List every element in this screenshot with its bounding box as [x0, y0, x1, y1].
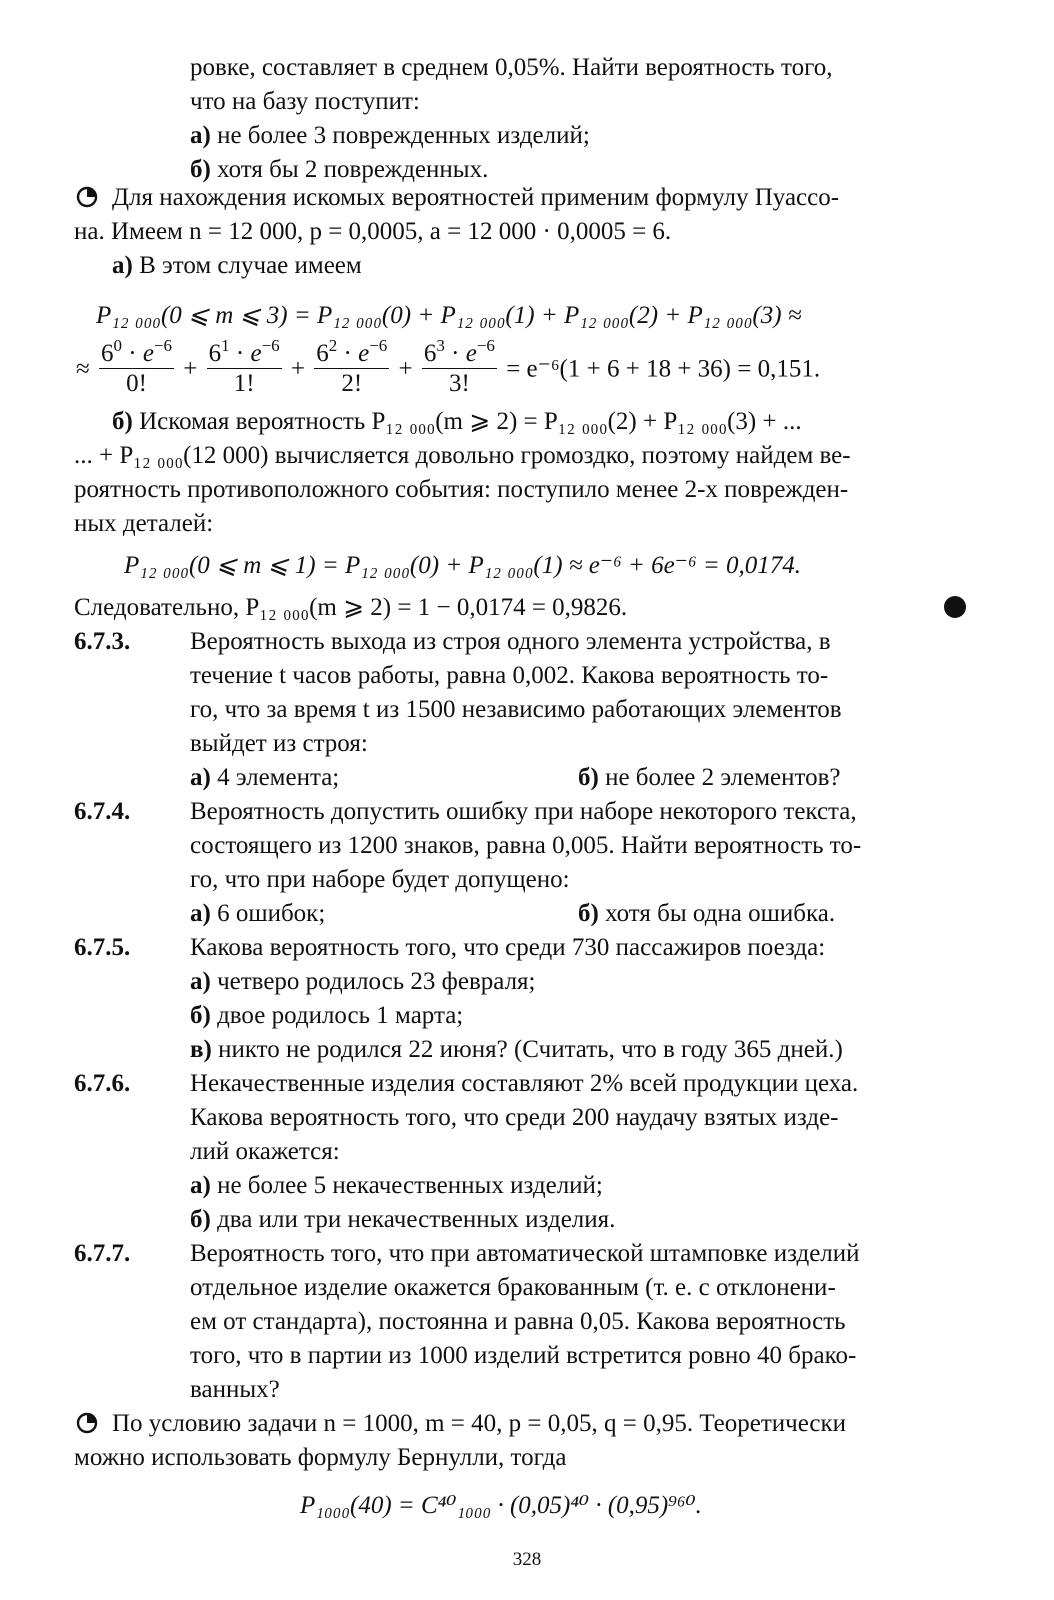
item-label: б)	[112, 408, 133, 435]
solution-line: на. Имеем n = 12 000, p = 0,0005, a = 12 000 · 0,0005 = 6.	[74, 218, 672, 245]
solution-line: роятность противоположного события: поступило менее 2-х поврежден-	[74, 476, 849, 503]
item-label: б)	[578, 900, 599, 927]
page-number: 328	[512, 1549, 542, 1570]
fraction: $\frac{6^2 \cdot e^{-6}}{2!}$	[316, 336, 388, 397]
fraction: $\frac{6^1 \cdot e^{-6}}{1!}$	[208, 336, 280, 397]
item-label: а)	[112, 252, 133, 279]
problem-line: ем от стандарта), постоянна и равна 0,05. Какова вероятность	[190, 1308, 846, 1335]
list-item	[190, 966, 536, 998]
solution-line: ... + P₁₂ ₀₀₀(12 000) вычисляется довольно громоздко, поэтому найдем ве-	[74, 442, 851, 469]
solution-end-icon	[944, 596, 966, 618]
item-label: а)	[190, 122, 211, 149]
item-text: хотя бы одна ошибка.	[605, 900, 836, 927]
solution-start-icon	[76, 1412, 98, 1434]
item-text: 4 элемента;	[217, 764, 340, 791]
problem-number: 6.7.3.	[74, 628, 131, 655]
problem-line: выйдет из строя:	[190, 730, 368, 757]
item-label: в)	[190, 1036, 212, 1063]
list-item	[190, 1170, 603, 1202]
formula-poisson-sum: P₁₂ ₀₀₀(0 ⩽ m ⩽ 3) = P₁₂ ₀₀₀(0) + P₁₂ ₀₀₀(1) + P₁₂ ₀₀₀(2) + P₁₂ ₀₀₀(3) ≈	[96, 302, 802, 329]
text-line: ровке, составляет в среднем 0,05%. Найти вероятность того,	[190, 54, 833, 81]
list-item	[190, 1204, 615, 1236]
list-item	[578, 762, 841, 794]
item-text: не более 5 некачественных изделий;	[217, 1172, 603, 1199]
problem-line: Вероятность того, что при автоматической штамповке изделий	[190, 1240, 860, 1267]
item-label: б)	[190, 1002, 211, 1029]
item-text: 6 ошибок;	[217, 900, 326, 927]
item-text: четверо родилось 23 февраля;	[217, 968, 536, 995]
problem-line: отдельное изделие окажется бракованным (т. е. с отклонени-	[190, 1274, 836, 1301]
solution-line	[112, 250, 362, 282]
text-line: что на базу поступит:	[190, 88, 420, 115]
item-text: не более 2 элементов?	[605, 764, 841, 791]
formula-bernoulli: P₁₀₀₀(40) = C⁴⁰₁₀₀₀ · (0,05)⁴⁰ · (0,95)⁹⁶⁰.	[300, 1492, 702, 1519]
item-label: б)	[190, 156, 211, 183]
problem-number: 6.7.4.	[74, 798, 131, 825]
problem-line: Некачественные изделия составляют 2% всей продукции цеха.	[190, 1070, 859, 1097]
solution-line: По условию задачи n = 1000, m = 40, p = 0,05, q = 0,95. Теоретически	[112, 1410, 847, 1437]
list-item	[190, 1034, 843, 1066]
formula-result: = e⁻⁶(1 + 6 + 18 + 36) = 0,151.	[506, 355, 821, 383]
solution-start-icon	[76, 186, 98, 208]
formula-poisson-terms: ≈ $\frac{6^0 \cdot e^{-6}}{0!}$ + $\frac{6^1 \cdot e^{-6}}{1!}$ + $\frac{6^2 \cdot e^{-6}}{2!}$ + $\frac{6^3 \cdot e^{-6}}{3!}$ = e⁻⁶(1 + 6 + 18 + 36) = 0,151.	[76, 336, 821, 397]
solution-line	[112, 406, 802, 438]
list-item	[578, 898, 835, 930]
solution-line: Следовательно, P₁₂ ₀₀₀(m ⩾ 2) = 1 − 0,0174 = 0,9826.	[74, 594, 628, 621]
problem-line: Какова вероятность того, что среди 730 пассажиров поезда:	[190, 934, 826, 961]
item-label: б)	[578, 764, 599, 791]
item-label: б)	[190, 1206, 211, 1233]
problem-line: Вероятность допустить ошибку при наборе некоторого текста,	[190, 798, 857, 825]
solution-line: можно использовать формулу Бернулли, тогда	[74, 1444, 567, 1471]
fraction: $\frac{6^0 \cdot e^{-6}}{0!}$	[100, 336, 173, 397]
item-label: а)	[190, 968, 211, 995]
solution-line: ных деталей:	[74, 510, 214, 537]
item-label: а)	[190, 900, 211, 927]
item-text: хотя бы 2 поврежденных.	[217, 156, 489, 183]
problem-number: 6.7.6.	[74, 1070, 131, 1097]
fraction: $\frac{6^3 \cdot e^{-6}}{3!}$	[423, 336, 495, 397]
item-text: никто не родился 22 июня? (Считать, что в году 365 дней.)	[218, 1036, 843, 1063]
item-text: не более 3 поврежденных изделий;	[217, 122, 590, 149]
item-label: а)	[190, 1172, 211, 1199]
list-item	[190, 120, 590, 152]
problem-number: 6.7.5.	[74, 934, 131, 961]
problem-number: 6.7.7.	[74, 1240, 131, 1267]
problem-line: того, что в партии из 1000 изделий встретится ровно 40 брако-	[190, 1342, 857, 1369]
problem-line: ванных?	[190, 1376, 280, 1403]
item-text: двое родилось 1 марта;	[217, 1002, 464, 1029]
item-label: а)	[190, 764, 211, 791]
item-text: В этом случае имеем	[139, 252, 362, 279]
list-item	[190, 762, 339, 794]
item-text: Искомая вероятность P₁₂ ₀₀₀(m ⩾ 2) = P₁₂ ₀₀₀(2) + P₁₂ ₀₀₀(3) + ...	[139, 408, 802, 435]
list-item	[190, 1000, 463, 1032]
item-text: два или три некачественных изделия.	[217, 1206, 616, 1233]
problem-line: течение t часов работы, равна 0,002. Какова вероятность то-	[190, 662, 829, 689]
formula-complement: P₁₂ ₀₀₀(0 ⩽ m ⩽ 1) = P₁₂ ₀₀₀(0) + P₁₂ ₀₀₀(1) ≈ e⁻⁶ + 6e⁻⁶ = 0,0174.	[124, 552, 802, 579]
problem-line: Вероятность выхода из строя одного элемента устройства, в	[190, 628, 831, 655]
problem-line: го, что за время t из 1500 независимо работающих элементов	[190, 696, 842, 723]
problem-line: го, что при наборе будет допущено:	[190, 866, 570, 893]
problem-line: состоящего из 1200 знаков, равна 0,005. Найти вероятность то-	[190, 832, 862, 859]
problem-line: лий окажется:	[190, 1138, 340, 1165]
list-item	[190, 898, 325, 930]
solution-line: Для нахождения искомых вероятностей применим формулу Пуассо-	[112, 184, 840, 211]
problem-line: Какова вероятность того, что среди 200 наудачу взятых изде-	[190, 1104, 839, 1131]
